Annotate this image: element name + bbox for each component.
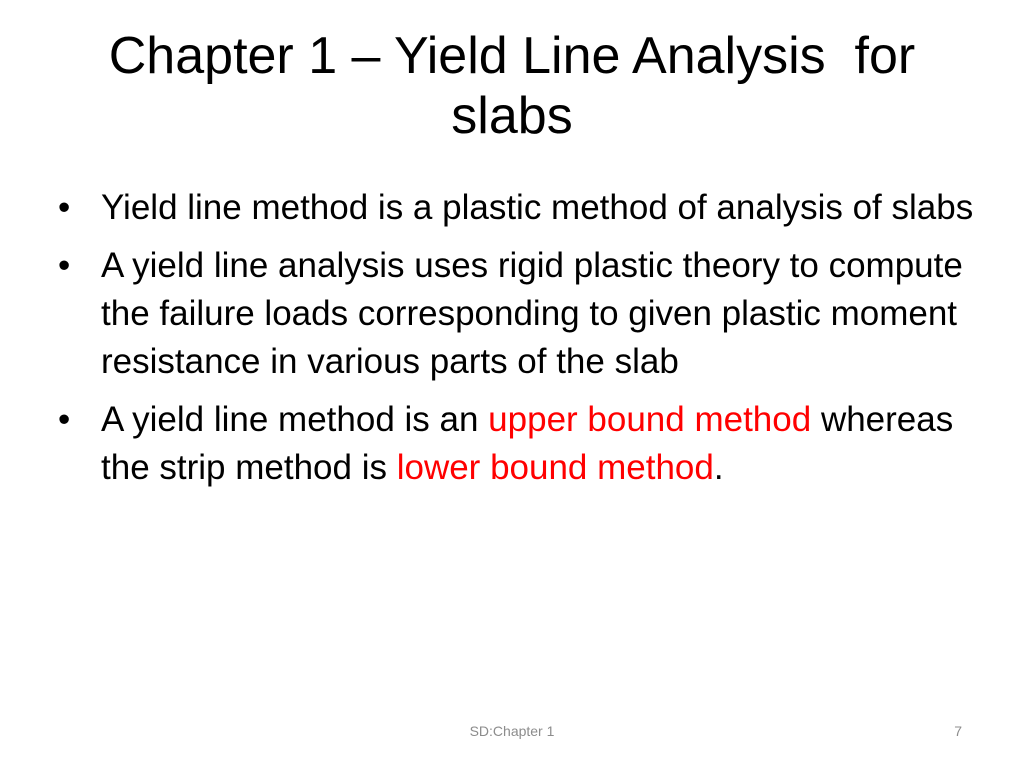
- slide-title-line-2: slabs: [451, 87, 573, 145]
- highlight-upper-bound: upper bound method: [488, 400, 812, 439]
- bullet-text-part: whereas the strip method is: [101, 400, 954, 487]
- bullet-text-part: A yield line method is an: [101, 400, 489, 439]
- bullet-text: A yield line analysis uses rigid plastic theory to compute the failure loads corresponding to given plastic moment resistance in various parts of the slab: [101, 246, 963, 381]
- bullet-item-2: [58, 242, 978, 386]
- bullet-item-3: [58, 396, 978, 492]
- highlight-lower-bound: lower bound method: [396, 448, 714, 487]
- bullet-marker: •: [58, 246, 71, 285]
- bullet-item-1: [58, 184, 978, 232]
- bullet-list: [58, 184, 978, 502]
- slide-title: [40, 26, 984, 146]
- bullet-marker: •: [58, 400, 71, 439]
- bullet-marker: •: [58, 188, 71, 227]
- slide-title-line-1: Chapter 1 – Yield Line Analysis for: [108, 27, 916, 85]
- slide-footer: SD:Chapter 1: [469, 723, 555, 739]
- bullet-text-part: .: [713, 448, 724, 487]
- bullet-text: Yield line method is a plastic method of analysis of slabs: [101, 188, 974, 227]
- slide-page-number: 7: [954, 723, 962, 739]
